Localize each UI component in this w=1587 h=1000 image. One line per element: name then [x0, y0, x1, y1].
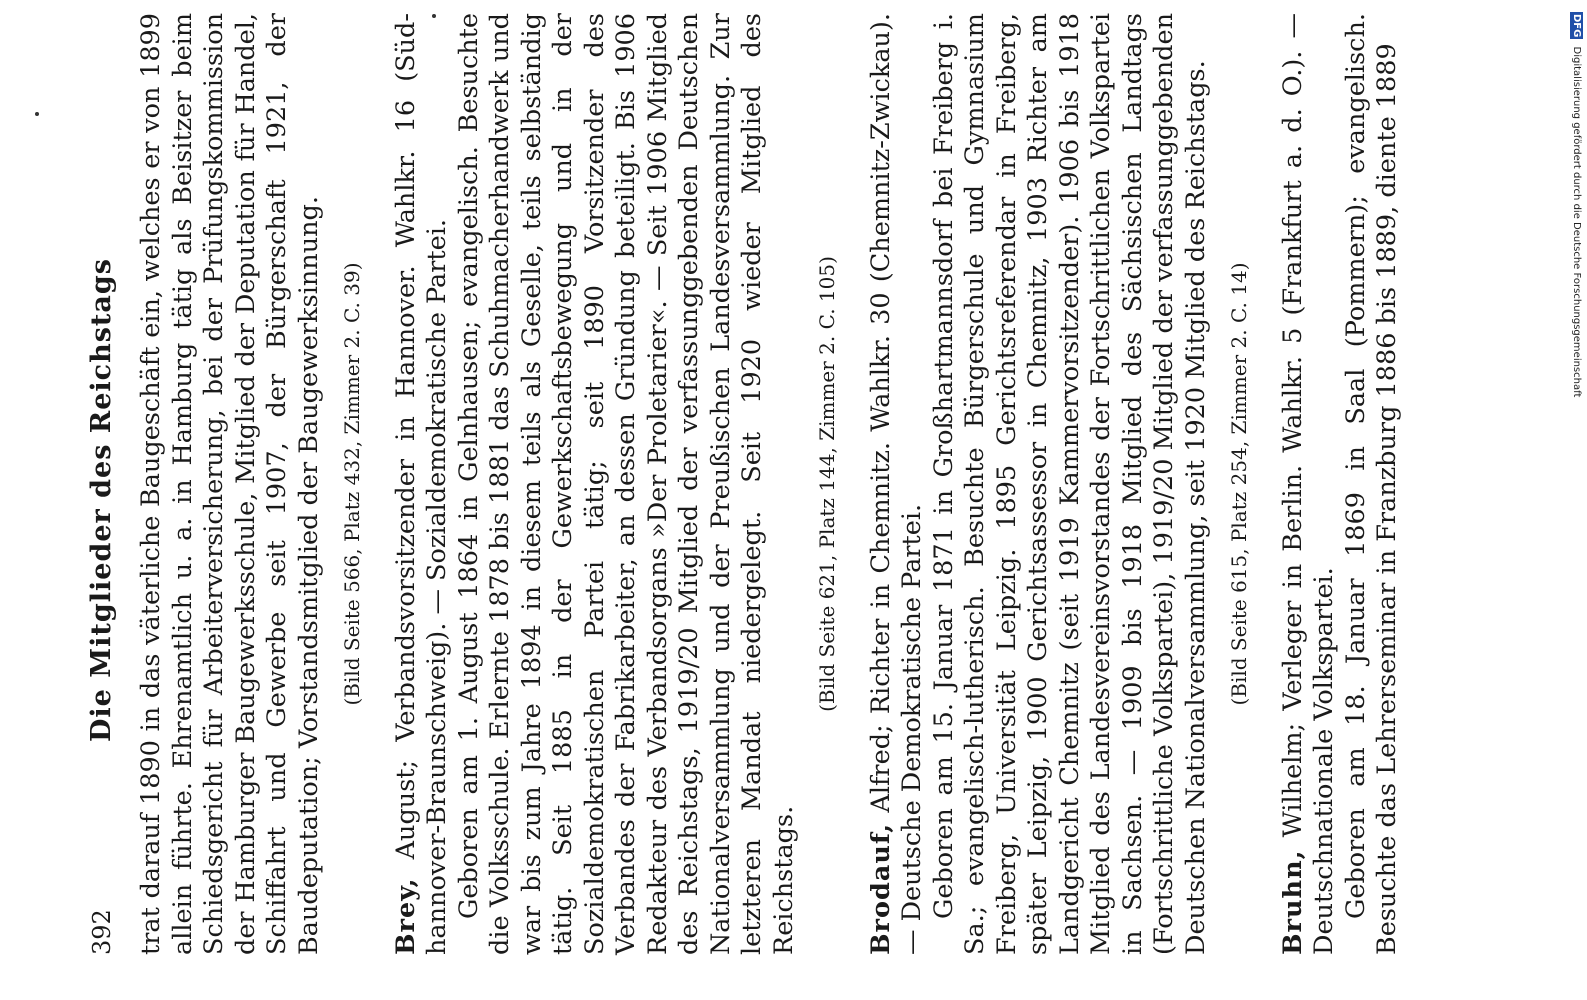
- page-number: 392: [88, 909, 116, 955]
- credit-text: Digitalisierung gefördert durch die Deutsche Forschungsgemeinschaft: [1571, 46, 1582, 398]
- digitization-credit: [1570, 12, 1583, 397]
- entry-name: Brodauf,: [865, 822, 896, 955]
- entry-bruhn-intro: Bruhn, Wilhelm; Verleger in Berlin. Wahlkr. 5 (Frankfurt a. d. O.). — Deutschnationale Volkspartei.: [1277, 13, 1339, 955]
- entry-brodauf-intro: Brodauf, Alfred; Richter in Chemnitz. Wahlkr. 30 (Chemnitz-Zwickau). — Deutsche Demokratische Partei.: [865, 13, 927, 955]
- dfg-logo: DFG: [1571, 14, 1582, 38]
- image-caption: (Bild Seite 621, Platz 144, Zimmer 2. C. 105): [815, 256, 839, 712]
- rotated-page: [72, 5, 1512, 995]
- image-caption: (Bild Seite 615, Platz 254, Zimmer 2. C. 14): [1227, 262, 1251, 706]
- entry-brodauf-body: Geboren am 15. Januar 1871 in Großhartmannsdorf bei Freiberg i. Sa.; evangelisch-lutherisch. Besuchte Bürgerschule und Gymnasium Freiberg, Universität Leipzig. 1895 Gerichtsreferendar in Freiberg, später Leipzig, 1900 Gerichtsassessor in Chemnitz, 1903 Richter am Landgericht Chemnitz (seit 1919 Kammervorsitzender). 1906 bis 1918 Mitglied des Landesvereinsvorstandes der Fortschrittlichen Volkspartei in Sachsen. — 1909 bis 1918 Mitglied des Sächsischen Landtags (Fortschrittliche Volkspartei), 1919/20 Mitglied der verfassunggebenden Deutschen Nationalversammlung, seit 1920 Mitglied des Reichstags.: [928, 13, 1211, 955]
- continuation-paragraph: trat darauf 1890 in das väterliche Baugeschäft ein, welches er von 1899 allein führte. Ehrenamtlich u. a. in Hamburg tätig als Beisitzer beim Schiedsgericht für Arbeiterversicherung, bei der Prüfungskommission der Hamburger Baugewerksschule, Mitglied der Deputation für Handel, Schiffahrt und Gewerbe seit 1907, der Bürgerschaft 1921, der Baudeputation; Vorstandsmitglied der Baugewerksinnung.: [136, 13, 324, 955]
- entry-name: Bruhn,: [1277, 849, 1308, 955]
- entry-name: Brey,: [390, 877, 421, 955]
- scan-speck: [35, 112, 39, 116]
- page-header: [82, 5, 122, 995]
- image-caption: (Bild Seite 566, Platz 432, Zimmer 2. C. 39): [340, 262, 364, 706]
- running-title: Die Mitglieder des Reichstags: [86, 258, 117, 742]
- text-column: [136, 13, 1404, 955]
- entry-bruhn-body: Geboren am 18. Januar 1869 in Saal (Pommern); evangelisch. Besuchte das Lehrerseminar in Franzburg 1886 bis 1889, diente 1889: [1340, 13, 1402, 955]
- entry-brey-intro: Brey, August; Verbandsvorsitzender in Hannover. Wahlkr. 16 (Süd-hannover-Braunschweig). — Sozialdemokratische Partei.: [390, 13, 452, 955]
- entry-brey-body: Geboren am 1. August 1864 in Gelnhausen; evangelisch. Besuchte die Volksschule. Erlernte 1878 bis 1881 das Schuhmacherhandwerk und war bis zum Jahre 1894 in diesem teils als Geselle, teils selbständig tätig. Seit 1885 in der Gewerkschaftsbewegung und in der Sozialdemokratischen Partei tätig; seit 1890 Vorsitzender des Verbandes der Fabrikarbeiter, an dessen Gründung beteiligt. Bis 1906 Redakteur des Verbandsorgans »Der Proletarier«. — Seit 1906 Mitglied des Reichstags, 1919/20 Mitglied der verfassunggebenden Deutschen Nationalversammlung und der Preußischen Landesversammlung. Zur letzteren Mandat niedergelegt. Seit 1920 wieder Mitglied des Reichstags.: [453, 13, 799, 955]
